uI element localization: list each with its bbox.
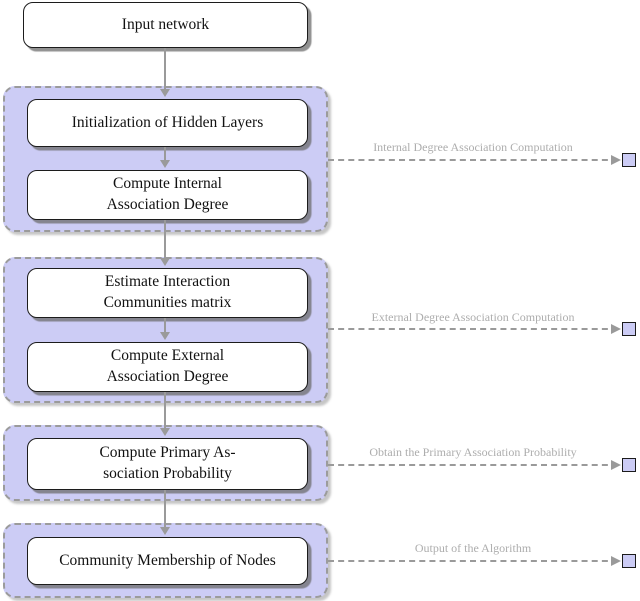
node-label: Estimate Interaction	[104, 273, 231, 291]
node-label: Compute External	[110, 347, 225, 365]
node-input-network	[23, 2, 308, 48]
node-label: Input network	[121, 15, 210, 33]
arrow-down-icon	[160, 220, 170, 266]
arrow-down-icon	[160, 147, 170, 168]
stage-marker-square	[622, 554, 636, 568]
node-label: Initialization of Hidden Layers	[71, 113, 264, 131]
arrow-down-icon	[160, 490, 170, 535]
annotation-primary-association: Obtain the Primary Association Probability	[369, 445, 577, 459]
annotation-internal-degree: Internal Degree Association Computation	[373, 140, 573, 154]
arrow-right-dashed-icon	[328, 560, 618, 562]
node-label: Association Degree	[106, 196, 229, 213]
arrow-down-icon	[160, 392, 170, 436]
arrow-down-icon	[160, 318, 170, 340]
stage-marker-square	[622, 153, 636, 167]
arrow-right-dashed-icon	[328, 328, 618, 330]
arrow-down-icon	[160, 48, 170, 97]
annotation-external-degree: External Degree Association Computation	[371, 310, 575, 324]
node-label: Compute Internal	[113, 175, 222, 193]
node-community-membership-of-nodes	[27, 537, 308, 585]
arrow-right-dashed-icon	[328, 159, 618, 161]
node-compute-external-association-degree	[27, 342, 308, 392]
arrow-right-dashed-icon	[328, 464, 618, 466]
node-initialization-hidden-layers	[27, 99, 308, 147]
node-label: Community Membership of Nodes	[59, 551, 276, 569]
annotation-output: Output of the Algorithm	[414, 541, 532, 555]
stage-marker-square	[622, 322, 636, 336]
node-label: sociation Probability	[103, 465, 232, 482]
node-label: Association Degree	[106, 368, 229, 385]
node-compute-primary-association-probability	[27, 438, 308, 490]
node-label: Communities matrix	[103, 294, 232, 311]
node-estimate-interaction-communities-matrix	[27, 268, 308, 318]
node-compute-internal-association-degree	[27, 170, 308, 220]
node-label: Compute Primary As-	[99, 444, 236, 462]
stage-marker-square	[622, 458, 636, 472]
